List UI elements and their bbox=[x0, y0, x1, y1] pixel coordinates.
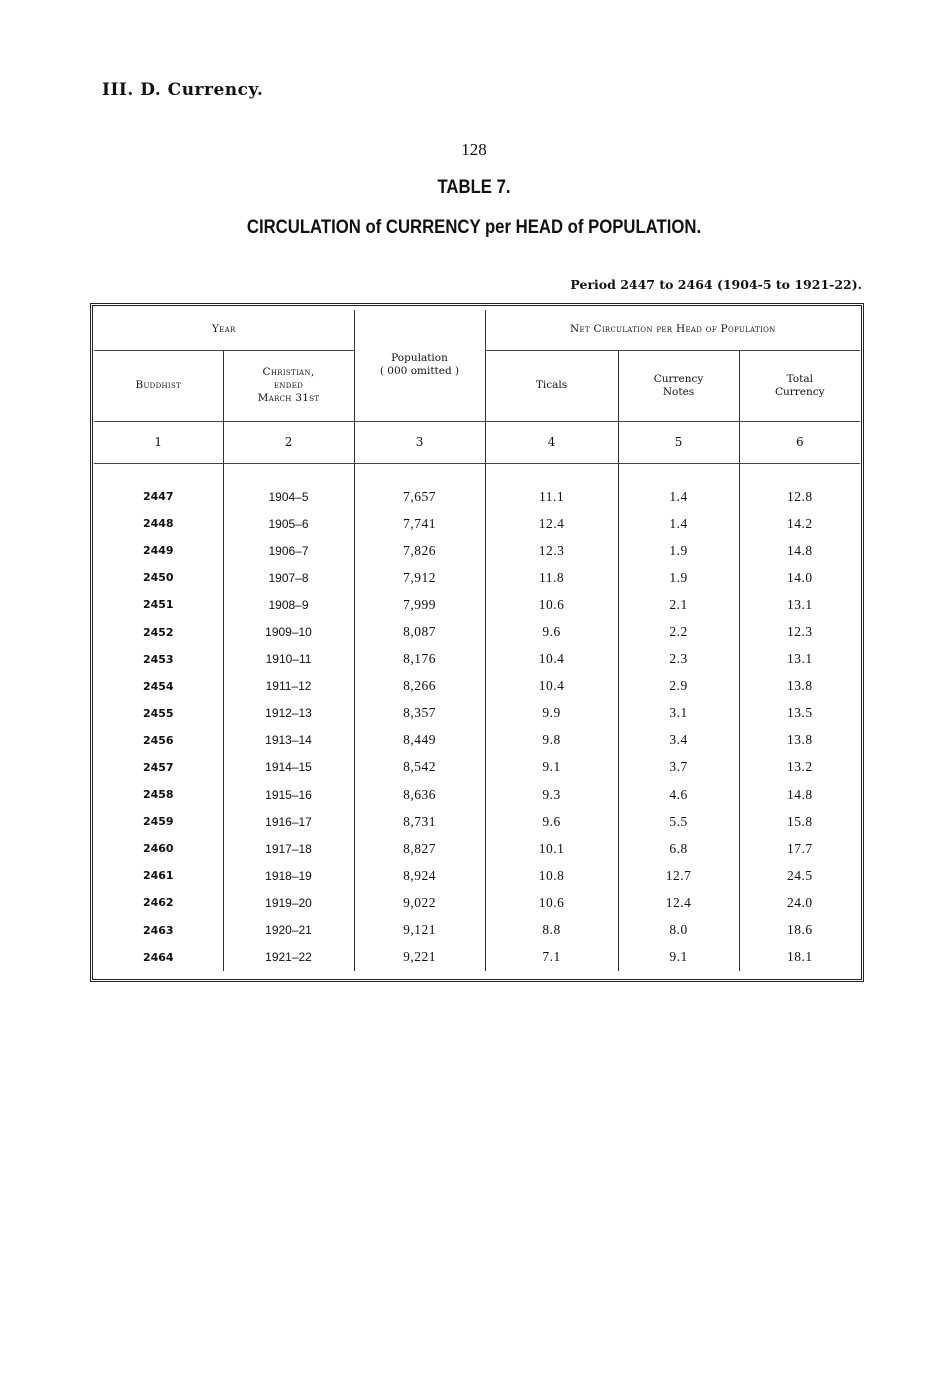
table-row bbox=[94, 808, 860, 835]
christian-header-line3: March 31st bbox=[257, 392, 320, 404]
christian-year-cell: 1906–7 bbox=[223, 537, 354, 564]
total-currency-cell: 15.8 bbox=[739, 808, 860, 835]
total-currency-cell: 13.1 bbox=[739, 591, 860, 618]
buddhist-year-cell: 2457 bbox=[142, 760, 174, 774]
table-row bbox=[94, 646, 860, 673]
population-header-line1: Population bbox=[391, 352, 448, 365]
currency-notes-header bbox=[618, 350, 739, 421]
currency-notes-cell: 6.8 bbox=[618, 835, 739, 862]
section-heading: III. D. Currency. bbox=[102, 80, 264, 100]
table-row bbox=[94, 754, 860, 781]
total-currency-cell: 13.5 bbox=[739, 700, 860, 727]
column-number-4: 4 bbox=[485, 421, 618, 463]
christian-header bbox=[223, 350, 354, 421]
total-currency-cell: 24.0 bbox=[739, 889, 860, 916]
buddhist-year-cell: 2458 bbox=[142, 788, 174, 802]
table-row bbox=[94, 591, 860, 618]
population-cell: 7,657 bbox=[354, 483, 485, 510]
table-row bbox=[94, 673, 860, 700]
buddhist-year-cell: 2448 bbox=[142, 517, 174, 531]
table-row bbox=[94, 835, 860, 862]
table-row bbox=[94, 483, 860, 510]
population-cell: 7,912 bbox=[354, 564, 485, 591]
christian-year-cell: 1905–6 bbox=[223, 510, 354, 537]
total-currency-header bbox=[739, 350, 860, 421]
currency-notes-cell: 2.2 bbox=[618, 618, 739, 645]
currency-notes-cell: 1.9 bbox=[618, 537, 739, 564]
total-currency-cell: 12.8 bbox=[739, 483, 860, 510]
christian-year-cell: 1919–20 bbox=[223, 889, 354, 916]
table-row bbox=[94, 537, 860, 564]
spacer-row bbox=[94, 463, 860, 483]
population-cell: 9,121 bbox=[354, 917, 485, 944]
total-currency-cell: 13.8 bbox=[739, 673, 860, 700]
christian-year-cell: 1913–14 bbox=[223, 727, 354, 754]
buddhist-year-cell: 2454 bbox=[142, 679, 174, 693]
total-currency-cell: 13.8 bbox=[739, 727, 860, 754]
total-currency-cell: 13.2 bbox=[739, 754, 860, 781]
population-cell: 8,449 bbox=[354, 727, 485, 754]
population-cell: 8,731 bbox=[354, 808, 485, 835]
column-number-1: 1 bbox=[94, 421, 223, 463]
ticals-cell: 10.4 bbox=[485, 673, 618, 700]
currency-notes-cell: 5.5 bbox=[618, 808, 739, 835]
total-currency-cell: 24.5 bbox=[739, 862, 860, 889]
table-row bbox=[94, 781, 860, 808]
column-number-6: 6 bbox=[739, 421, 860, 463]
population-cell: 8,542 bbox=[354, 754, 485, 781]
total-currency-cell: 13.1 bbox=[739, 646, 860, 673]
population-cell: 8,266 bbox=[354, 673, 485, 700]
christian-year-cell: 1909–10 bbox=[223, 618, 354, 645]
table-row bbox=[94, 700, 860, 727]
ticals-cell: 9.6 bbox=[485, 618, 618, 645]
currency-notes-cell: 3.1 bbox=[618, 700, 739, 727]
currency-notes-cell: 2.1 bbox=[618, 591, 739, 618]
total-currency-cell: 14.0 bbox=[739, 564, 860, 591]
ticals-cell: 9.9 bbox=[485, 700, 618, 727]
currency-notes-cell: 3.7 bbox=[618, 754, 739, 781]
buddhist-year-cell: 2462 bbox=[142, 896, 174, 910]
buddhist-year-cell: 2455 bbox=[142, 706, 174, 720]
christian-year-cell: 1911–12 bbox=[223, 673, 354, 700]
population-cell: 8,827 bbox=[354, 835, 485, 862]
population-cell: 8,176 bbox=[354, 646, 485, 673]
year-group-header: Year bbox=[94, 310, 354, 350]
population-cell: 8,924 bbox=[354, 862, 485, 889]
christian-year-cell: 1920–21 bbox=[223, 917, 354, 944]
buddhist-year-cell: 2456 bbox=[142, 733, 174, 747]
buddhist-year-cell: 2453 bbox=[142, 652, 174, 666]
christian-year-cell: 1917–18 bbox=[223, 835, 354, 862]
currency-notes-header-line2: Notes bbox=[662, 385, 695, 398]
ticals-cell: 10.1 bbox=[485, 835, 618, 862]
ticals-cell: 10.6 bbox=[485, 591, 618, 618]
buddhist-year-cell: 2449 bbox=[142, 544, 174, 558]
currency-notes-cell: 4.6 bbox=[618, 781, 739, 808]
ticals-cell: 10.8 bbox=[485, 862, 618, 889]
buddhist-year-cell: 2459 bbox=[142, 815, 174, 829]
table-row bbox=[94, 510, 860, 537]
christian-year-cell: 1915–16 bbox=[223, 781, 354, 808]
total-currency-cell: 14.2 bbox=[739, 510, 860, 537]
ticals-cell: 12.3 bbox=[485, 537, 618, 564]
column-number-3: 3 bbox=[354, 421, 485, 463]
buddhist-year-cell: 2463 bbox=[142, 923, 174, 937]
population-header bbox=[354, 310, 485, 421]
ticals-cell: 9.1 bbox=[485, 754, 618, 781]
population-header-line2: ( 000 omitted ) bbox=[379, 365, 460, 378]
population-cell: 9,221 bbox=[354, 944, 485, 971]
buddhist-year-cell: 2452 bbox=[142, 625, 174, 639]
table-row bbox=[94, 564, 860, 591]
christian-year-cell: 1914–15 bbox=[223, 754, 354, 781]
currency-notes-cell: 1.4 bbox=[618, 483, 739, 510]
currency-notes-cell: 12.4 bbox=[618, 889, 739, 916]
table-row bbox=[94, 618, 860, 645]
christian-year-cell: 1910–11 bbox=[223, 646, 354, 673]
column-number-5: 5 bbox=[618, 421, 739, 463]
population-cell: 8,357 bbox=[354, 700, 485, 727]
population-cell: 7,826 bbox=[354, 537, 485, 564]
table-title: TABLE 7. bbox=[437, 177, 511, 198]
net-circulation-group-header: Net Circulation per Head of Population bbox=[485, 310, 860, 350]
currency-notes-cell: 2.3 bbox=[618, 646, 739, 673]
christian-year-cell: 1908–9 bbox=[223, 591, 354, 618]
period-caption: Period 2447 to 2464 (1904-5 to 1921-22). bbox=[570, 277, 862, 292]
buddhist-year-cell: 2447 bbox=[142, 490, 174, 504]
ticals-cell: 9.8 bbox=[485, 727, 618, 754]
table-row bbox=[94, 944, 860, 971]
page-number: 128 bbox=[461, 140, 487, 159]
christian-year-cell: 1904–5 bbox=[223, 483, 354, 510]
column-number-row bbox=[94, 421, 860, 463]
christian-year-cell: 1916–17 bbox=[223, 808, 354, 835]
currency-notes-cell: 3.4 bbox=[618, 727, 739, 754]
population-cell: 8,636 bbox=[354, 781, 485, 808]
table-row bbox=[94, 917, 860, 944]
currency-notes-cell: 9.1 bbox=[618, 944, 739, 971]
currency-notes-cell: 1.9 bbox=[618, 564, 739, 591]
buddhist-year-cell: 2451 bbox=[142, 598, 174, 612]
currency-notes-cell: 12.7 bbox=[618, 862, 739, 889]
currency-notes-cell: 8.0 bbox=[618, 917, 739, 944]
christian-year-cell: 1918–19 bbox=[223, 862, 354, 889]
ticals-cell: 11.1 bbox=[485, 483, 618, 510]
total-currency-header-line2: Currency bbox=[774, 385, 825, 398]
table-row bbox=[94, 862, 860, 889]
buddhist-header: Buddhist bbox=[135, 379, 182, 391]
buddhist-year-cell: 2464 bbox=[142, 950, 174, 964]
population-cell: 7,741 bbox=[354, 510, 485, 537]
buddhist-year-cell: 2461 bbox=[142, 869, 174, 883]
currency-table bbox=[94, 310, 860, 971]
buddhist-year-cell: 2450 bbox=[142, 571, 174, 585]
ticals-header: Ticals bbox=[485, 350, 618, 421]
ticals-cell: 9.3 bbox=[485, 781, 618, 808]
total-currency-cell: 18.1 bbox=[739, 944, 860, 971]
christian-year-cell: 1912–13 bbox=[223, 700, 354, 727]
column-number-2: 2 bbox=[223, 421, 354, 463]
population-cell: 8,087 bbox=[354, 618, 485, 645]
table-row bbox=[94, 889, 860, 916]
population-cell: 9,022 bbox=[354, 889, 485, 916]
population-cell: 7,999 bbox=[354, 591, 485, 618]
ticals-cell: 10.6 bbox=[485, 889, 618, 916]
total-currency-header-line1: Total bbox=[786, 372, 813, 385]
total-currency-cell: 17.7 bbox=[739, 835, 860, 862]
christian-year-cell: 1921–22 bbox=[223, 944, 354, 971]
currency-notes-cell: 2.9 bbox=[618, 673, 739, 700]
currency-notes-header-line1: Currency bbox=[653, 372, 704, 385]
table-row bbox=[94, 727, 860, 754]
ticals-cell: 9.6 bbox=[485, 808, 618, 835]
christian-year-cell: 1907–8 bbox=[223, 564, 354, 591]
ticals-cell: 11.8 bbox=[485, 564, 618, 591]
group-header-row bbox=[94, 310, 860, 350]
ticals-cell: 12.4 bbox=[485, 510, 618, 537]
ticals-cell: 10.4 bbox=[485, 646, 618, 673]
table-subtitle: CIRCULATION of CURRENCY per HEAD of POPULATION. bbox=[246, 217, 702, 238]
total-currency-cell: 14.8 bbox=[739, 781, 860, 808]
christian-header-line1: Christian, bbox=[262, 366, 315, 378]
total-currency-cell: 14.8 bbox=[739, 537, 860, 564]
total-currency-cell: 12.3 bbox=[739, 618, 860, 645]
total-currency-cell: 18.6 bbox=[739, 917, 860, 944]
currency-notes-cell: 1.4 bbox=[618, 510, 739, 537]
christian-header-line2: ended bbox=[273, 379, 304, 391]
ticals-cell: 8.8 bbox=[485, 917, 618, 944]
ticals-cell: 7.1 bbox=[485, 944, 618, 971]
buddhist-year-cell: 2460 bbox=[142, 842, 174, 856]
